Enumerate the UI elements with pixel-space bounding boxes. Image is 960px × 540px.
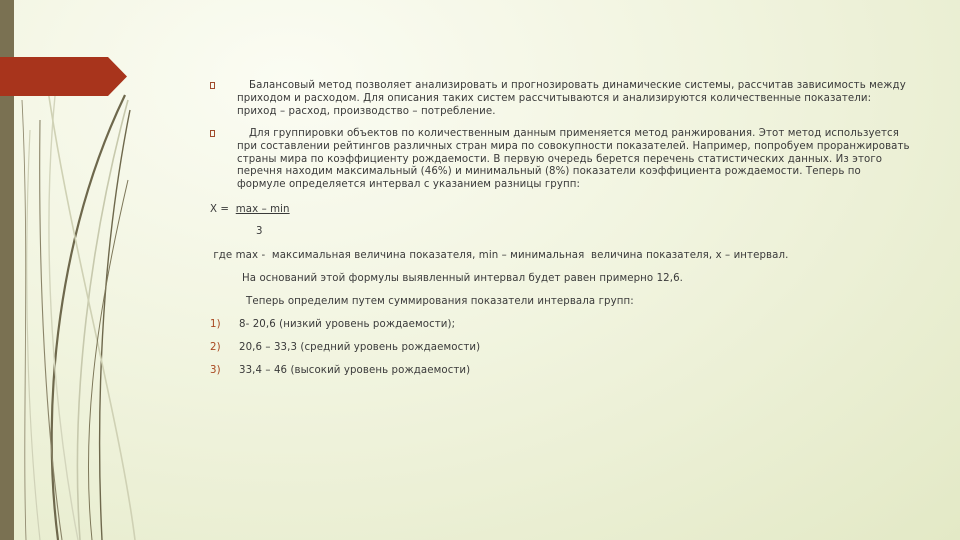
groups-intro-text: Теперь определим путем суммирования показатели интервала групп: <box>246 295 634 307</box>
group-item <box>210 365 910 378</box>
accent-arrow-tab <box>0 57 127 96</box>
group-number: 3) <box>210 364 221 376</box>
paragraph-text: Для группировки объектов по количественным данным применяется метод ранжирования. Этот метод используется при составлении рейтингов различных стран мира по совокупности показателей. Например, попробуем проранжировать страны мира по коэффициенту рождаемости. В первую очередь берется перечень статистических данных. Из этого перечня находим максимальный (46%) и минимальный (8%) показатели коэффициента рождаемости. Теперь по формуле определяется интервал с указанием разницы групп: <box>237 127 910 191</box>
group-text: 8- 20,6 (низкий уровень рождаемости); <box>239 318 456 330</box>
explanation-text: где max - максимальная величина показателя, min – минимальная величина показателя, x – интервал. <box>210 250 789 262</box>
group-number: 2) <box>210 341 221 353</box>
slide-content <box>210 80 910 378</box>
curve-8 <box>22 100 26 540</box>
curve-6 <box>27 130 40 540</box>
curve-9 <box>88 180 128 540</box>
formula-line <box>210 204 910 217</box>
square-bullet-icon <box>210 82 215 89</box>
group-text: 33,4 – 46 (высокий уровень рождаемости) <box>239 364 471 376</box>
formula-denominator-value: 3 <box>256 226 263 238</box>
bullet-paragraph <box>210 80 910 119</box>
result-text: На оснований этой формулы выявленный интервал будет равен примерно 12,6. <box>242 272 684 284</box>
group-number: 1) <box>210 318 221 330</box>
group-item <box>210 319 910 332</box>
group-text: 20,6 – 33,3 (средний уровень рождаемости) <box>239 341 481 353</box>
formula-denominator <box>210 226 910 239</box>
square-bullet-icon <box>210 130 215 137</box>
paragraph-text: Балансовый метод позволяет анализировать и прогнозировать динамические системы, рассчитав зависимость между приходом и расходом. Для описания таких систем рассчитываются и анализируются количественные показатели: приход – расход, производство – потребление. <box>237 80 906 117</box>
group-item <box>210 342 910 355</box>
bullet-paragraph <box>210 128 910 193</box>
formula-numerator: max – min <box>235 204 290 216</box>
formula-lhs: X = <box>210 204 236 216</box>
